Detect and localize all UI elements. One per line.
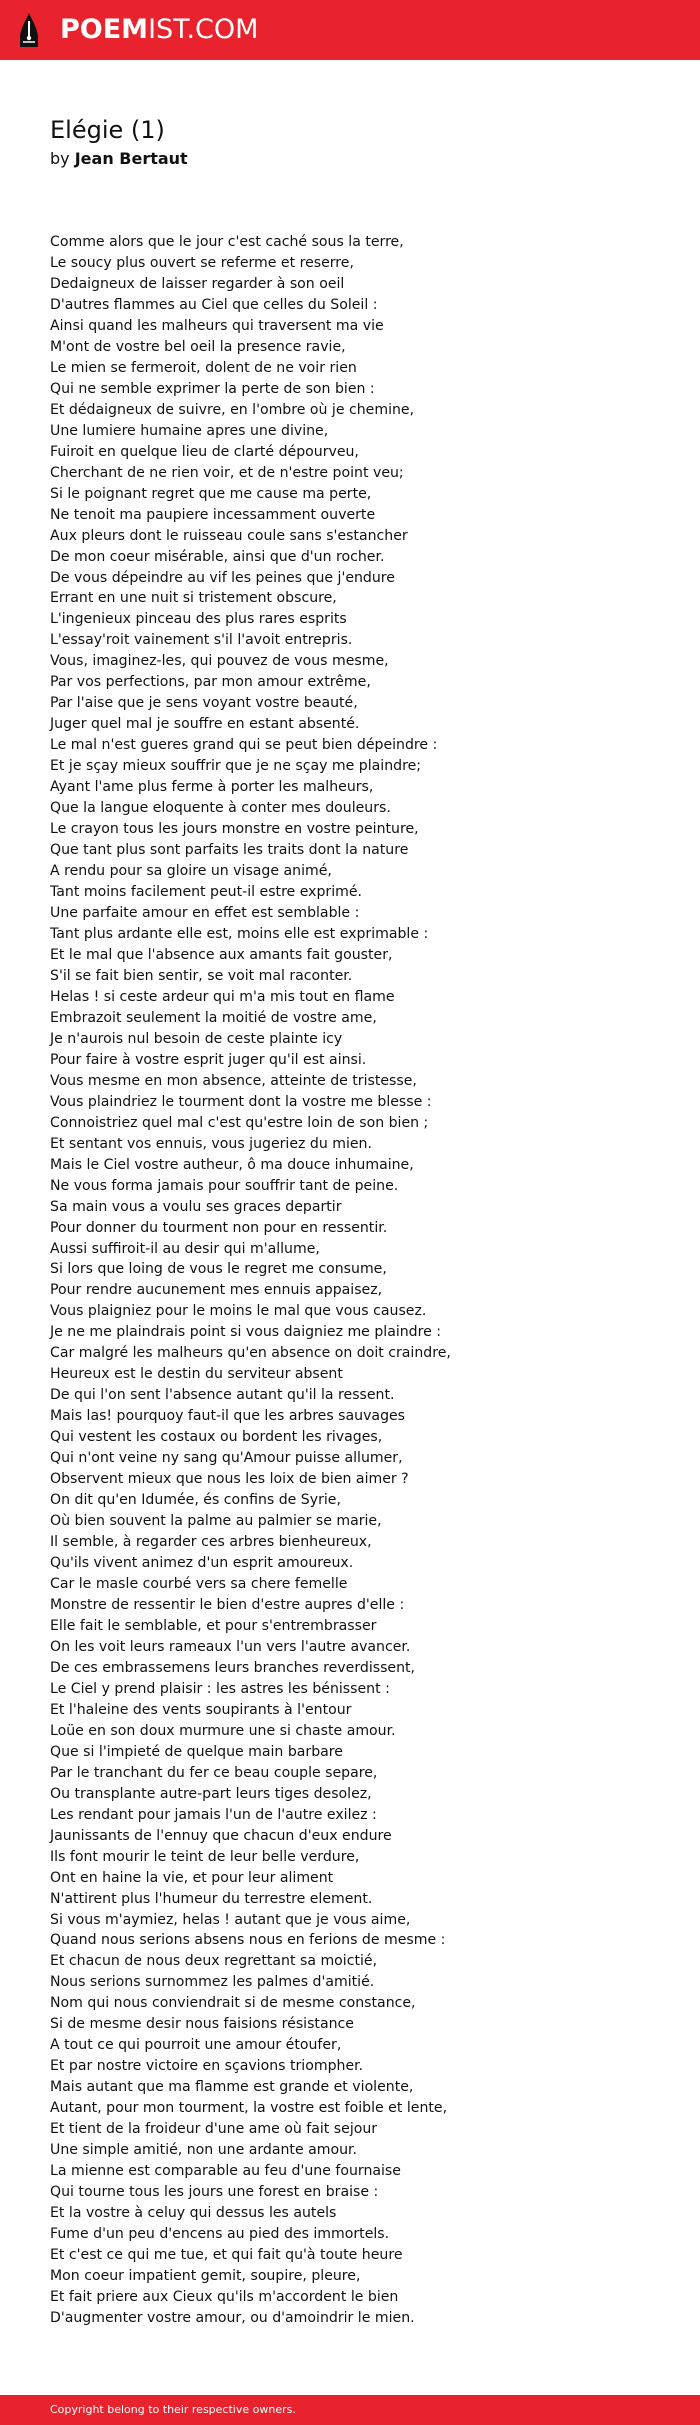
poem-line: Helas ! si ceste ardeur qui m'a mis tout en flame: [50, 988, 395, 1005]
poem-line: S'il se fait bien sentir, se voit mal raconter.: [50, 967, 353, 984]
poem-line: Et par nostre victoire en sçavions triompher.: [50, 2058, 364, 2075]
poem-line: Car le masle courbé vers sa chere femelle: [50, 1576, 348, 1592]
site-logo[interactable]: [18, 11, 258, 49]
poem-line: Le mal n'est gueres grand qui se peut bien dépeindre :: [50, 737, 438, 754]
pen-nib-icon: [18, 11, 40, 49]
poem-line: Vous mesme en mon absence, atteinte de tristesse,: [50, 1072, 417, 1089]
poem-line: Et la vostre à celuy qui dessus les autels: [50, 2205, 337, 2222]
poem-line: Fume d'un peu d'encens au pied des immortels.: [50, 2226, 390, 2243]
poem-line: Le mien se fermeroit, dolent de ne voir rien: [50, 359, 357, 376]
poem-line: D'augmenter vostre amour, ou d'amoindrir le mien.: [50, 2309, 415, 2326]
poem-line: Ayant l'ame plus ferme à porter les malheurs,: [50, 779, 374, 796]
poem-line: Si de mesme desir nous faisions résistance: [50, 2016, 354, 2033]
poem-line: Les rendant pour jamais l'un de l'autre exilez :: [50, 1806, 377, 1823]
poem-line: Ils font mourir le teint de leur belle verdure,: [50, 1848, 360, 1865]
poem-line: Où bien souvent la palme au palmier se marie,: [50, 1513, 382, 1530]
poem-line: Le soucy plus ouvert se referme et reserre,: [50, 254, 354, 271]
poem-line: Que la langue eloquente à conter mes douleurs.: [50, 800, 391, 817]
poem-line: Tant moins facilement peut-il estre exprimé.: [50, 884, 363, 901]
poem-line: On les voit leurs rameaux l'un vers l'autre avancer.: [50, 1638, 411, 1655]
poem-line: Dedaigneux de laisser regarder à son oeil: [50, 275, 345, 292]
poem-line: Mais las! pourquoy faut-il que les arbres sauvages: [50, 1408, 406, 1425]
author-link[interactable]: Jean Bertaut: [74, 149, 188, 168]
poem-line: Que tant plus sont parfaits les traits dont la nature: [50, 842, 409, 859]
poem-line: Et dédaigneux de suivre, en l'ombre où je chemine,: [50, 401, 415, 418]
poem-line: Une lumiere humaine apres une divine,: [50, 422, 329, 439]
poem-line: Mais autant que ma flamme est grande et violente,: [50, 2079, 414, 2096]
poem-line: Pour rendre aucunement mes ennuis appaisez,: [50, 1282, 383, 1299]
poem-line: Autant, pour mon tourment, la vostre est foible et lente,: [50, 2100, 448, 2117]
poem-title: Elégie (1): [50, 116, 165, 144]
poem-line: Et tient de la froideur d'une ame où fait sejour: [50, 2121, 378, 2138]
poem-line: Mais le Ciel vostre autheur, ô ma douce inhumaine,: [50, 1156, 414, 1173]
poem-line: A tout ce qui pourroit une amour étoufer,: [50, 2037, 342, 2054]
poem-line: Mon coeur impatient gemit, soupire, pleure,: [50, 2267, 361, 2284]
poem-line: Si le poignant regret que me cause ma perte,: [50, 485, 372, 502]
copyright-text: Copyright belong to their respective owners.: [50, 2403, 296, 2416]
poem-line: Loüe en son doux murmure une si chaste amour.: [50, 1722, 396, 1739]
poem-line: Et l'haleine des vents soupirants à l'entour: [50, 1701, 352, 1718]
poem-line: Embrazoit seulement la moitié de vostre ame,: [50, 1009, 377, 1026]
poem-line: La mienne est comparable au feu d'une fournaise: [50, 2163, 401, 2180]
poem-line: Ou transplante autre-part leurs tiges desolez,: [50, 1785, 372, 1802]
poem-line: Et le mal que l'absence aux amants fait gouster,: [50, 946, 393, 963]
poem-line: N'attirent plus l'humeur du terrestre element.: [50, 1890, 373, 1907]
poem-line: Et c'est ce qui me tue, et qui fait qu'à toute heure: [50, 2247, 403, 2263]
poem-line: Nom qui nous conviendrait si de mesme constance,: [50, 1995, 416, 2012]
poem-line: De qui l'on sent l'absence autant qu'il la ressent.: [50, 1387, 395, 1404]
poem-line: Comme alors que le jour c'est caché sous la terre,: [50, 234, 404, 250]
poem-body: [50, 232, 660, 2329]
poem-content: [50, 114, 660, 2329]
poem-line: Je ne me plaindrais point si vous daigniez me plaindre :: [50, 1324, 442, 1341]
poem-line: Ainsi quand les malheurs qui traversent ma vie: [50, 317, 384, 334]
poem-line: Il semble, à regarder ces arbres bienheureux,: [50, 1534, 372, 1551]
poem-line: Vous, imaginez-les, qui pouvez de vous mesme,: [50, 653, 389, 670]
poem-line: D'autres flammes au Ciel que celles du Soleil :: [50, 296, 378, 313]
site-header: [0, 0, 700, 60]
poem-line: Vous plaigniez pour le moins le mal que vous causez.: [50, 1303, 427, 1320]
poem-line: Pour donner du tourment non pour en ressentir.: [50, 1219, 388, 1236]
poem-line: Elle fait le semblable, et pour s'entrembrasser: [50, 1617, 377, 1634]
poem-line: Car malgré les malheurs qu'en absence on doit craindre,: [50, 1345, 451, 1362]
poem-line: Fuiroit en quelque lieu de clarté dépourveu,: [50, 443, 359, 460]
poem-line: M'ont de vostre bel oeil la presence ravie,: [50, 338, 346, 355]
logo-text: [60, 11, 258, 49]
poem-line: Tant plus ardante elle est, moins elle est exprimable :: [50, 925, 429, 942]
poem-line: Si lors que loing de vous le regret me consume,: [50, 1261, 387, 1278]
poem-line: Ne tenoit ma paupiere incessamment ouverte: [50, 506, 376, 523]
poem-line: Errant en une nuit si tristement obscure,: [50, 590, 337, 607]
poem-line: Aussi suffiroit-il au desir qui m'allume,: [50, 1240, 320, 1257]
poem-byline: [50, 148, 660, 170]
poem-line: Et chacun de nous deux regrettant sa moictié,: [50, 1953, 378, 1970]
poem-line: Une parfaite amour en effet est semblable :: [50, 905, 360, 921]
site-footer: [0, 2395, 700, 2425]
poem-line: Qui ne semble exprimer la perte de son bien :: [50, 380, 375, 397]
poem-line: Le Ciel y prend plaisir : les astres les bénissent :: [50, 1680, 390, 1697]
poem-line: Connoistriez quel mal c'est qu'estre loin de son bien ;: [50, 1114, 429, 1131]
poem-line: Pour faire à vostre esprit juger qu'il est ainsi.: [50, 1051, 367, 1068]
poem-line: Cherchant de ne rien voir, et de n'estre point veu;: [50, 464, 404, 481]
poem-line: Monstre de ressentir le bien d'estre aupres d'elle :: [50, 1596, 405, 1613]
poem-line: Qui tourne tous les jours une forest en braise :: [50, 2184, 379, 2201]
poem-line: On dit qu'en Idumée, és confins de Syrie,: [50, 1492, 341, 1509]
poem-line: Vous plaindriez le tourment dont la vostre me blesse :: [50, 1093, 432, 1110]
poem-line: Aux pleurs dont le ruisseau coule sans s'estancher: [50, 527, 408, 544]
poem-line: Par vos perfections, par mon amour extrême,: [50, 674, 371, 691]
poem-line: Je n'aurois nul besoin de ceste plainte icy: [50, 1030, 343, 1047]
poem-line: Et sentant vos ennuis, vous jugeriez du mien.: [50, 1135, 372, 1152]
poem-line: De mon coeur misérable, ainsi que d'un rocher.: [50, 548, 385, 565]
poem-line: Qui vestent les costaux ou bordent les rivages,: [50, 1429, 383, 1446]
poem-line: Jaunissants de l'ennuy que chacun d'eux endure: [50, 1827, 392, 1844]
poem-line: Et fait priere aux Cieux qu'ils m'accordent le bien: [50, 2288, 399, 2305]
poem-line: Ne vous forma jamais pour souffrir tant de peine.: [50, 1177, 399, 1194]
logo-text-bold: POEM: [60, 14, 149, 45]
poem-line: Que si l'impieté de quelque main barbare: [50, 1743, 343, 1760]
poem-line: Si vous m'aymiez, helas ! autant que je vous aime,: [50, 1911, 411, 1928]
poem-line: L'ingenieux pinceau des plus rares esprits: [50, 611, 347, 628]
poem-line: Observent mieux que nous les loix de bien aimer ?: [50, 1471, 409, 1488]
by-label: by: [50, 149, 70, 168]
poem-line: Le crayon tous les jours monstre en vostre peinture,: [50, 821, 419, 838]
poem-line: Par l'aise que je sens voyant vostre beauté,: [50, 695, 358, 712]
poem-line: De vous dépeindre au vif les peines que j'endure: [50, 569, 395, 586]
poem-line: Heureux est le destin du serviteur absent: [50, 1366, 343, 1383]
poem-line: Par le tranchant du fer ce beau couple separe,: [50, 1764, 378, 1781]
poem-line: Ont en haine la vie, et pour leur aliment: [50, 1869, 334, 1886]
poem-line: A rendu pour sa gloire un visage animé,: [50, 863, 332, 880]
poem-line: Qui n'ont veine ny sang qu'Amour puisse allumer,: [50, 1450, 403, 1467]
poem-line: Une simple amitié, non une ardante amour.: [50, 2142, 358, 2159]
poem-line: Quand nous serions absens nous en ferions de mesme :: [50, 1932, 446, 1949]
poem-line: De ces embrassemens leurs branches reverdissent,: [50, 1659, 416, 1676]
poem-line: Et je sçay mieux souffrir que je ne sçay me plaindre;: [50, 758, 421, 775]
poem-line: Sa main vous a voulu ses graces departir: [50, 1198, 342, 1215]
poem-line: Qu'ils vivent animez d'un esprit amoureux.: [50, 1555, 354, 1572]
poem-line: Nous serions surnommez les palmes d'amitié.: [50, 1974, 375, 1991]
logo-text-light: IST.COM: [148, 14, 259, 45]
poem-line: L'essay'roit vainement s'il l'avoit entrepris.: [50, 632, 353, 649]
poem-line: Juger quel mal je souffre en estant absenté.: [50, 716, 360, 733]
